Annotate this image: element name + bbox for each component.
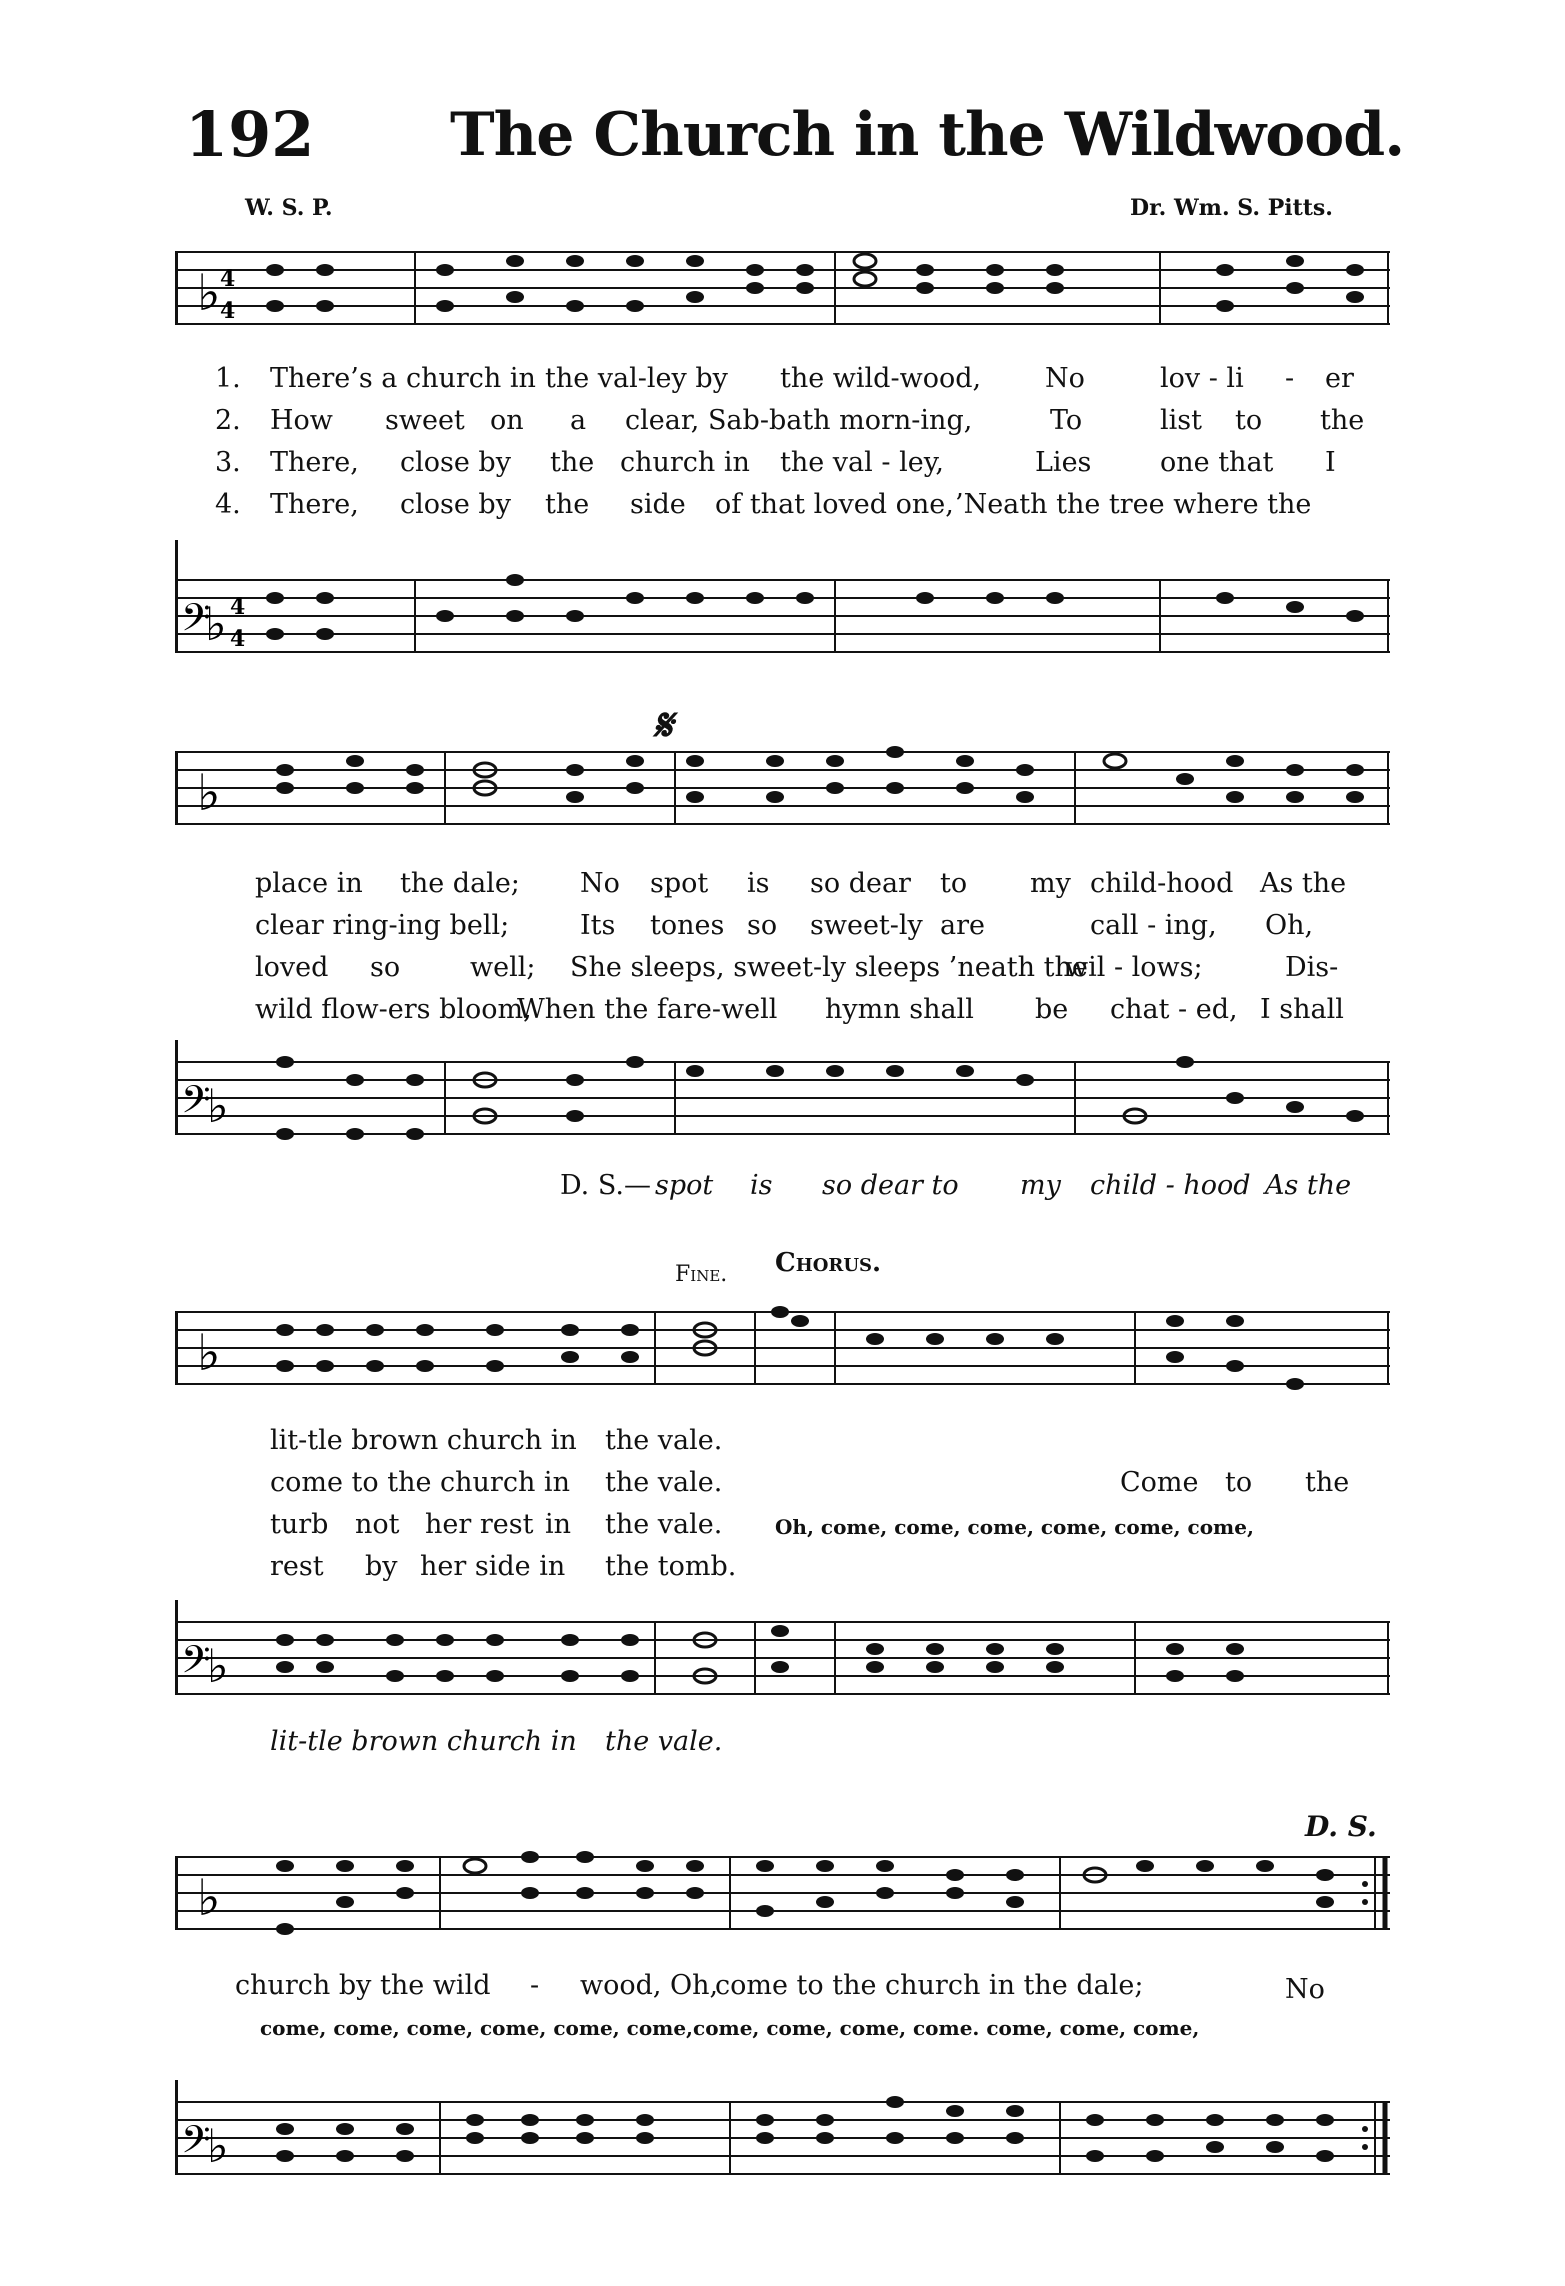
svg-text:4: 4 bbox=[220, 266, 236, 292]
music-credit: Dr. Wm. S. Pitts. bbox=[1130, 195, 1333, 221]
treble-staff-2 bbox=[175, 730, 1390, 870]
bass-echo-lyrics: Oh, come, come, come, come, come, come, bbox=[775, 1515, 1254, 1539]
verse-number: 2. bbox=[215, 405, 241, 436]
lyric-syllable: lit-tle brown church in bbox=[270, 1726, 577, 1757]
lyric-syllable: child-hood bbox=[1090, 868, 1234, 899]
svg-text:♭: ♭ bbox=[197, 764, 221, 822]
lyric-syllable: come to the church in the dale; bbox=[715, 1970, 1144, 2001]
lyric-syllable: wil - lows; bbox=[1065, 952, 1203, 983]
bass-staff-3 bbox=[175, 1600, 1390, 1740]
svg-text:𝄢: 𝄢 bbox=[181, 1637, 211, 1691]
lyric-syllable: the vale. bbox=[605, 1425, 723, 1456]
lyric-syllable: No bbox=[580, 868, 620, 899]
lyric-syllable: in bbox=[545, 1509, 572, 1540]
svg-text:𝄢: 𝄢 bbox=[181, 2117, 211, 2171]
lyric-syllable: sweet bbox=[385, 405, 465, 436]
ds-label: D. S.— bbox=[560, 1170, 651, 1201]
lyric-syllable: How bbox=[270, 405, 333, 436]
treble-staff-4 bbox=[175, 1835, 1390, 1975]
lyric-syllable: church in bbox=[620, 447, 750, 478]
lyric-syllable: on bbox=[490, 405, 524, 436]
hymn-title: The Church in the Wildwood. bbox=[450, 100, 1405, 170]
lyric-syllable: No bbox=[1285, 1974, 1325, 2005]
svg-text:♭: ♭ bbox=[197, 1324, 221, 1382]
lyric-syllable: side bbox=[630, 489, 686, 520]
lyric-syllable: a bbox=[570, 405, 587, 436]
lyric-syllable: the bbox=[545, 489, 590, 520]
lyric-syllable: As the bbox=[1265, 1170, 1352, 1201]
lyric-syllable: lov - li bbox=[1160, 363, 1244, 394]
lyric-syllable: her rest bbox=[425, 1509, 534, 1540]
svg-text:♭: ♭ bbox=[207, 1079, 229, 1133]
hymn-number: 192 bbox=[185, 98, 315, 171]
lyric-syllable: call - ing, bbox=[1090, 910, 1217, 941]
lyric-syllable: Its bbox=[580, 910, 616, 941]
lyric-syllable: is bbox=[747, 868, 770, 899]
svg-text:♭: ♭ bbox=[207, 1639, 229, 1693]
lyric-syllable: chat - ed, bbox=[1110, 994, 1238, 1025]
lyric-syllable: There, bbox=[270, 447, 359, 478]
lyric-syllable: Lies bbox=[1035, 447, 1092, 478]
lyric-syllable: the bbox=[1320, 405, 1365, 436]
lyric-syllable: the val-ley by bbox=[545, 363, 728, 394]
lyric-syllable: - bbox=[530, 1970, 540, 2001]
chorus-lyrics-4 bbox=[235, 1970, 1385, 2050]
lyric-syllable: to bbox=[940, 868, 968, 899]
svg-text:𝄢: 𝄢 bbox=[181, 595, 211, 649]
svg-text:♭: ♭ bbox=[207, 2119, 229, 2173]
lyric-syllable: list bbox=[1160, 405, 1202, 436]
svg-text:4: 4 bbox=[220, 298, 236, 324]
words-credit: W. S. P. bbox=[245, 195, 333, 221]
lyric-syllable: the vale. bbox=[605, 1726, 723, 1757]
chorus-lyrics-3 bbox=[270, 1425, 1390, 1582]
verse-number: 3. bbox=[215, 447, 241, 478]
lyric-syllable: clear, Sab-bath morn-ing, bbox=[625, 405, 973, 436]
lyric-syllable: child - hood bbox=[1090, 1170, 1251, 1201]
lyric-syllable: the val - ley, bbox=[780, 447, 944, 478]
lyric-syllable: spot bbox=[655, 1170, 714, 1201]
lyric-syllable: the vale. bbox=[605, 1509, 723, 1540]
verse-number: 1. bbox=[215, 363, 241, 394]
svg-text:♭: ♭ bbox=[205, 597, 227, 651]
svg-text:4: 4 bbox=[230, 626, 246, 652]
lyric-syllable: so bbox=[370, 952, 401, 983]
lyric-syllable: To bbox=[1050, 405, 1083, 436]
lyric-syllable: close by bbox=[400, 489, 511, 520]
lyric-syllable: clear ring-ing bell; bbox=[255, 910, 510, 941]
lyric-syllable: There, bbox=[270, 489, 359, 520]
lyric-syllable: sweet-ly bbox=[810, 910, 923, 941]
lyric-syllable: - bbox=[1285, 363, 1295, 394]
lyric-syllable: spot bbox=[650, 868, 709, 899]
lyric-syllable: the vale. bbox=[605, 1467, 723, 1498]
lyric-syllable: loved bbox=[255, 952, 329, 983]
lyric-syllable: rest bbox=[270, 1551, 324, 1582]
lyric-syllable: Oh, bbox=[670, 1970, 719, 2001]
lyric-syllable: She sleeps, sweet-ly sleeps ’neath the bbox=[570, 952, 1088, 983]
lyric-syllable: Oh, bbox=[1265, 910, 1314, 941]
lyric-syllable: turb bbox=[270, 1509, 329, 1540]
treble-staff-3 bbox=[175, 1290, 1390, 1430]
lyric-syllable: er bbox=[1325, 363, 1354, 394]
lyric-syllable: place in bbox=[255, 868, 363, 899]
lyric-syllable: so dear bbox=[810, 868, 911, 899]
lyric-syllable: hymn shall bbox=[825, 994, 974, 1025]
lyric-syllable: so bbox=[747, 910, 778, 941]
segno-sign: 𝄋 bbox=[653, 700, 672, 751]
lyric-syllable: There’s a church in bbox=[270, 363, 536, 394]
lyric-syllable: the bbox=[550, 447, 595, 478]
svg-text:♭: ♭ bbox=[197, 264, 221, 322]
lyric-syllable: church by the wild bbox=[235, 1970, 491, 2001]
bass-staff-2 bbox=[175, 1040, 1390, 1180]
verse-lyrics-1 bbox=[215, 363, 1385, 520]
lyric-syllable: When the fare-well bbox=[517, 994, 778, 1025]
lyric-syllable: not bbox=[355, 1509, 400, 1540]
bass-staff-4 bbox=[175, 2080, 1390, 2230]
lyric-syllable: As the bbox=[1260, 868, 1347, 899]
lyric-syllable: my bbox=[1020, 1170, 1061, 1201]
lyric-syllable: is bbox=[750, 1170, 773, 1201]
ds-marking: D. S. bbox=[1305, 1810, 1377, 1843]
chorus-marking: Chorus. bbox=[775, 1248, 882, 1278]
lyric-syllable: of that loved one, bbox=[715, 489, 954, 520]
lyric-syllable: by bbox=[365, 1551, 398, 1582]
fine-marking: Fine. bbox=[675, 1262, 728, 1287]
verse-number: 4. bbox=[215, 489, 241, 520]
bass-echo-lyrics: come, come, come, come, come, come,come, come, come, come. come, come, come, bbox=[260, 2016, 1200, 2040]
svg-text:4: 4 bbox=[230, 594, 246, 620]
lyric-syllable: No bbox=[1045, 363, 1085, 394]
lyric-syllable: be bbox=[1035, 994, 1069, 1025]
lyric-syllable: I shall bbox=[1260, 994, 1344, 1025]
lyric-syllable: to bbox=[1225, 1467, 1253, 1498]
lyric-syllable: tones bbox=[650, 910, 725, 941]
lyric-syllable: the wild-wood, bbox=[780, 363, 982, 394]
lyric-syllable: wild flow-ers bloom, bbox=[255, 994, 532, 1025]
verse-lyrics-2 bbox=[255, 868, 1385, 1025]
lyric-syllable: the dale; bbox=[400, 868, 520, 899]
lyric-syllable: well; bbox=[470, 952, 536, 983]
lyric-syllable: wood, bbox=[580, 1970, 662, 2001]
ds-lyrics-3 bbox=[270, 1726, 870, 1766]
lyric-syllable: the tomb. bbox=[605, 1551, 737, 1582]
svg-text:♭: ♭ bbox=[197, 1869, 221, 1927]
lyric-syllable: close by bbox=[400, 447, 511, 478]
lyric-syllable: ’Neath the tree where the bbox=[955, 489, 1312, 520]
lyric-syllable: Dis- bbox=[1285, 952, 1339, 983]
lyric-syllable: Come bbox=[1120, 1467, 1199, 1498]
lyric-syllable: I bbox=[1325, 447, 1336, 478]
treble-staff-1 bbox=[175, 230, 1390, 370]
lyric-syllable: lit-tle brown church in bbox=[270, 1425, 577, 1456]
lyric-syllable: are bbox=[940, 910, 985, 941]
lyric-syllable: her side in bbox=[420, 1551, 566, 1582]
svg-text:𝄢: 𝄢 bbox=[181, 1077, 211, 1131]
bass-staff-1 bbox=[175, 540, 1390, 680]
lyric-syllable: to bbox=[1235, 405, 1263, 436]
lyric-syllable: come to the church in bbox=[270, 1467, 570, 1498]
lyric-syllable: my bbox=[1030, 868, 1071, 899]
ds-lyrics-2 bbox=[560, 1170, 1390, 1210]
lyric-syllable: so dear to bbox=[822, 1170, 959, 1201]
lyric-syllable: one that bbox=[1160, 447, 1274, 478]
lyric-syllable: the bbox=[1305, 1467, 1350, 1498]
